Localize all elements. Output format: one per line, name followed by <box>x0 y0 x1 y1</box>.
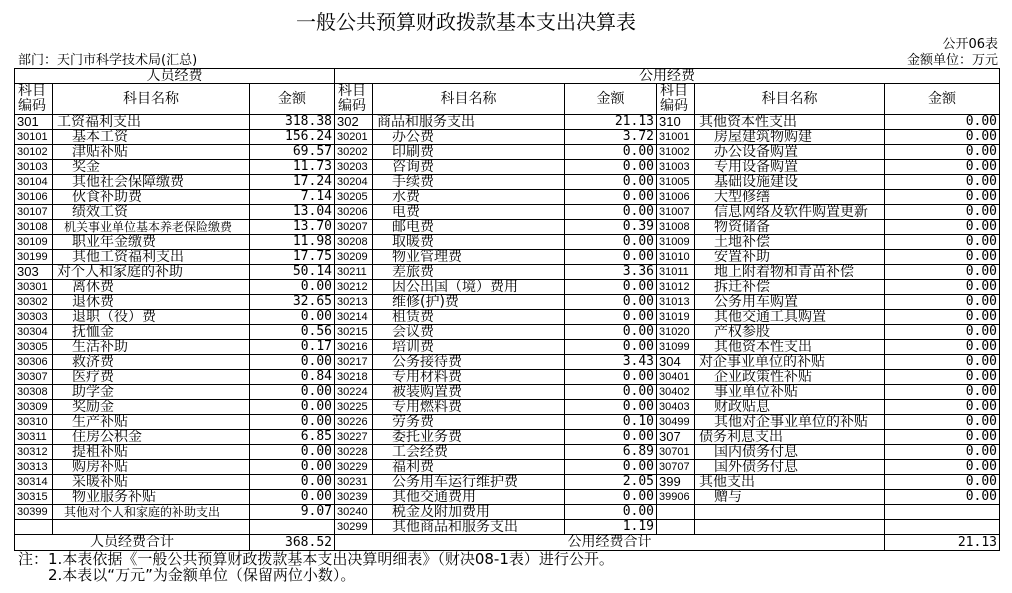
item-amount-cell: 0.00 <box>250 310 335 325</box>
item-amount-cell: 0.00 <box>565 235 657 250</box>
item-code-cell: 30215 <box>335 325 373 340</box>
item-code-cell: 30309 <box>15 400 53 415</box>
item-name-cell: 专用材料费 <box>373 370 565 385</box>
item-code-cell: 30203 <box>335 160 373 175</box>
empty-cell <box>250 520 335 535</box>
item-code-cell: 30211 <box>335 265 373 280</box>
item-name-cell: 提租补贴 <box>53 445 250 460</box>
amount-header: 金额 <box>250 84 335 115</box>
item-name-cell: 物资储备 <box>695 220 885 235</box>
item-code-cell: 30499 <box>657 415 695 430</box>
note-label: 注： <box>18 550 49 568</box>
name-header: 科目名称 <box>695 84 885 115</box>
item-amount-cell: 0.00 <box>565 175 657 190</box>
item-name-cell: 抚恤金 <box>53 325 250 340</box>
item-code-cell: 31099 <box>657 340 695 355</box>
item-code-cell: 30308 <box>15 385 53 400</box>
item-code-cell: 30206 <box>335 205 373 220</box>
item-name-cell: 赠与 <box>695 490 885 505</box>
item-code-cell: 30107 <box>15 205 53 220</box>
item-name-cell: 信息网络及软件购置更新 <box>695 205 885 220</box>
item-code-cell: 30217 <box>335 355 373 370</box>
item-code-cell: 30229 <box>335 460 373 475</box>
item-amount-cell: 0.10 <box>565 415 657 430</box>
item-name-cell: 其他交通工具购置 <box>695 310 885 325</box>
item-name-cell: 水费 <box>373 190 565 205</box>
item-amount-cell: 13.04 <box>250 205 335 220</box>
item-name-cell: 采暖补贴 <box>53 475 250 490</box>
item-code-cell: 30314 <box>15 475 53 490</box>
item-amount-cell: 0.00 <box>885 280 1000 295</box>
item-code-cell: 30302 <box>15 295 53 310</box>
item-amount-cell: 3.72 <box>565 130 657 145</box>
item-amount-cell: 3.36 <box>565 265 657 280</box>
item-name-cell: 委托业务费 <box>373 430 565 445</box>
item-amount-cell: 6.89 <box>565 445 657 460</box>
item-amount-cell: 0.00 <box>250 280 335 295</box>
name-header: 科目名称 <box>53 84 250 115</box>
category-amount-cell: 0.00 <box>885 430 1000 445</box>
item-amount-cell: 7.14 <box>250 190 335 205</box>
item-amount-cell: 0.00 <box>885 130 1000 145</box>
item-code-cell: 30109 <box>15 235 53 250</box>
item-amount-cell: 1.19 <box>565 520 657 535</box>
item-code-cell: 30312 <box>15 445 53 460</box>
item-name-cell: 产权参股 <box>695 325 885 340</box>
item-code-cell: 31013 <box>657 295 695 310</box>
item-code-cell: 30305 <box>15 340 53 355</box>
item-name-cell: 办公费 <box>373 130 565 145</box>
category-amount-cell: 0.00 <box>885 355 1000 370</box>
item-amount-cell: 0.00 <box>565 490 657 505</box>
item-amount-cell: 0.56 <box>250 325 335 340</box>
item-code-cell: 30310 <box>15 415 53 430</box>
item-name-cell: 办公设备购置 <box>695 145 885 160</box>
category-name-cell: 工资福利支出 <box>53 115 250 130</box>
item-amount-cell: 0.00 <box>565 460 657 475</box>
category-code-cell: 303 <box>15 265 53 280</box>
item-amount-cell: 32.65 <box>250 295 335 310</box>
item-name-cell: 公务用车购置 <box>695 295 885 310</box>
item-code-cell: 30202 <box>335 145 373 160</box>
item-name-cell: 安置补助 <box>695 250 885 265</box>
item-code-cell: 30225 <box>335 400 373 415</box>
category-amount-cell: 50.14 <box>250 265 335 280</box>
item-name-cell: 地上附着物和青苗补偿 <box>695 265 885 280</box>
item-amount-cell: 0.00 <box>885 190 1000 205</box>
item-amount-cell: 0.00 <box>565 400 657 415</box>
item-code-cell: 30104 <box>15 175 53 190</box>
item-name-cell: 住房公积金 <box>53 430 250 445</box>
item-name-cell: 财政贴息 <box>695 400 885 415</box>
amount-header: 金额 <box>885 84 1000 115</box>
public-total-amount: 21.13 <box>885 535 1000 551</box>
amount-header: 金额 <box>565 84 657 115</box>
item-amount-cell: 0.00 <box>885 340 1000 355</box>
note-text: 2.本表以“万元”为金额单位（保留两位小数）。 <box>48 566 356 584</box>
item-amount-cell: 17.75 <box>250 250 335 265</box>
item-amount-cell: 0.00 <box>885 400 1000 415</box>
item-amount-cell: 11.98 <box>250 235 335 250</box>
item-name-cell: 因公出国（境）费用 <box>373 280 565 295</box>
item-name-cell: 其他工资福利支出 <box>53 250 250 265</box>
item-amount-cell: 0.00 <box>885 325 1000 340</box>
item-amount-cell: 2.05 <box>565 475 657 490</box>
item-code-cell: 30103 <box>15 160 53 175</box>
item-name-cell: 维修(护)费 <box>373 295 565 310</box>
item-amount-cell: 0.00 <box>885 145 1000 160</box>
item-code-cell: 30212 <box>335 280 373 295</box>
item-name-cell: 专用燃料费 <box>373 400 565 415</box>
public-total-label: 公用经费合计 <box>335 535 885 551</box>
item-code-cell: 30701 <box>657 445 695 460</box>
item-name-cell: 拆迁补偿 <box>695 280 885 295</box>
item-code-cell: 30303 <box>15 310 53 325</box>
item-amount-cell: 0.00 <box>565 160 657 175</box>
item-code-cell: 31019 <box>657 310 695 325</box>
item-code-cell: 31011 <box>657 265 695 280</box>
item-name-cell: 税金及附加费用 <box>373 505 565 520</box>
item-name-cell: 奖励金 <box>53 400 250 415</box>
item-amount-cell: 0.39 <box>565 220 657 235</box>
item-amount-cell: 0.00 <box>565 280 657 295</box>
item-amount-cell: 0.00 <box>565 190 657 205</box>
item-name-cell: 购房补贴 <box>53 460 250 475</box>
item-code-cell: 30218 <box>335 370 373 385</box>
item-name-cell: 国内债务付息 <box>695 445 885 460</box>
category-name-cell: 商品和服务支出 <box>373 115 565 130</box>
item-amount-cell: 0.17 <box>250 340 335 355</box>
note-line-1 <box>18 552 614 567</box>
item-name-cell: 物业服务补贴 <box>53 490 250 505</box>
item-amount-cell: 0.00 <box>250 490 335 505</box>
item-name-cell: 机关事业单位基本养老保险缴费 <box>53 220 250 235</box>
item-code-cell: 30214 <box>335 310 373 325</box>
item-amount-cell: 0.00 <box>565 145 657 160</box>
item-code-cell: 30304 <box>15 325 53 340</box>
item-name-cell: 生活补助 <box>53 340 250 355</box>
item-amount-cell: 0.00 <box>565 295 657 310</box>
code-header: 科目编码 <box>657 84 695 115</box>
name-header: 科目名称 <box>373 84 565 115</box>
category-amount-cell: 318.38 <box>250 115 335 130</box>
item-code-cell: 31001 <box>657 130 695 145</box>
item-name-cell: 手续费 <box>373 175 565 190</box>
item-name-cell: 生产补贴 <box>53 415 250 430</box>
item-amount-cell: 0.00 <box>565 370 657 385</box>
item-name-cell: 基础设施建设 <box>695 175 885 190</box>
item-name-cell: 专用设备购置 <box>695 160 885 175</box>
item-code-cell: 30239 <box>335 490 373 505</box>
item-code-cell: 30213 <box>335 295 373 310</box>
item-amount-cell: 13.70 <box>250 220 335 235</box>
item-amount-cell: 17.24 <box>250 175 335 190</box>
item-code-cell: 30307 <box>15 370 53 385</box>
empty-cell <box>885 505 1000 520</box>
item-code-cell: 30306 <box>15 355 53 370</box>
item-name-cell: 绩效工资 <box>53 205 250 220</box>
item-name-cell: 其他对个人和家庭的补助支出 <box>53 505 250 520</box>
item-code-cell: 30216 <box>335 340 373 355</box>
item-amount-cell: 0.00 <box>885 370 1000 385</box>
item-code-cell: 31002 <box>657 145 695 160</box>
item-name-cell: 其他社会保障缴费 <box>53 175 250 190</box>
item-name-cell: 其他资本性支出 <box>695 340 885 355</box>
item-amount-cell: 0.00 <box>885 295 1000 310</box>
item-code-cell: 31012 <box>657 280 695 295</box>
item-name-cell: 会议费 <box>373 325 565 340</box>
item-name-cell: 培训费 <box>373 340 565 355</box>
code-header: 科目编码 <box>335 84 373 115</box>
item-amount-cell: 0.00 <box>885 490 1000 505</box>
category-name-cell: 其他支出 <box>695 475 885 490</box>
category-code-cell: 399 <box>657 475 695 490</box>
item-name-cell: 救济费 <box>53 355 250 370</box>
item-code-cell: 31005 <box>657 175 695 190</box>
item-amount-cell: 0.00 <box>885 175 1000 190</box>
item-name-cell: 房屋建筑物购建 <box>695 130 885 145</box>
item-amount-cell: 0.00 <box>565 385 657 400</box>
empty-cell <box>657 505 695 520</box>
item-amount-cell: 0.00 <box>885 205 1000 220</box>
form-number: 公开06表 <box>942 37 998 52</box>
item-amount-cell: 69.57 <box>250 145 335 160</box>
item-name-cell: 被装购置费 <box>373 385 565 400</box>
item-code-cell: 30401 <box>657 370 695 385</box>
item-code-cell: 31020 <box>657 325 695 340</box>
empty-cell <box>15 520 53 535</box>
amount-unit-label: 金额单位：万元 <box>906 53 998 68</box>
category-name-cell: 对企事业单位的补贴 <box>695 355 885 370</box>
item-amount-cell: 0.00 <box>250 460 335 475</box>
item-amount-cell: 0.00 <box>565 205 657 220</box>
category-code-cell: 301 <box>15 115 53 130</box>
item-code-cell: 30227 <box>335 430 373 445</box>
category-code-cell: 310 <box>657 115 695 130</box>
item-name-cell: 津贴补贴 <box>53 145 250 160</box>
item-name-cell: 取暖费 <box>373 235 565 250</box>
item-amount-cell: 6.85 <box>250 430 335 445</box>
item-code-cell: 30106 <box>15 190 53 205</box>
item-amount-cell: 0.00 <box>885 385 1000 400</box>
item-amount-cell: 0.00 <box>885 310 1000 325</box>
category-name-cell: 对个人和家庭的补助 <box>53 265 250 280</box>
item-name-cell: 其他交通费用 <box>373 490 565 505</box>
item-code-cell: 31006 <box>657 190 695 205</box>
item-name-cell: 退职（役）费 <box>53 310 250 325</box>
item-amount-cell: 3.43 <box>565 355 657 370</box>
item-amount-cell: 0.00 <box>885 460 1000 475</box>
item-code-cell: 30315 <box>15 490 53 505</box>
item-code-cell: 30204 <box>335 175 373 190</box>
item-name-cell: 离休费 <box>53 280 250 295</box>
item-code-cell: 30101 <box>15 130 53 145</box>
item-name-cell: 伙食补助费 <box>53 190 250 205</box>
empty-cell <box>53 520 250 535</box>
item-code-cell: 31007 <box>657 205 695 220</box>
item-code-cell: 30402 <box>657 385 695 400</box>
item-code-cell: 30226 <box>335 415 373 430</box>
item-code-cell: 30205 <box>335 190 373 205</box>
personnel-total-amount: 368.52 <box>250 535 335 551</box>
item-amount-cell: 0.00 <box>885 415 1000 430</box>
item-code-cell: 31010 <box>657 250 695 265</box>
item-name-cell: 退休费 <box>53 295 250 310</box>
item-amount-cell: 0.00 <box>250 415 335 430</box>
public-expense-header: 公用经费 <box>335 69 1000 84</box>
item-name-cell: 其他对企事业单位的补贴 <box>695 415 885 430</box>
item-code-cell: 39906 <box>657 490 695 505</box>
personnel-total-label: 人员经费合计 <box>15 535 250 551</box>
item-name-cell: 公务接待费 <box>373 355 565 370</box>
item-name-cell: 国外债务付息 <box>695 460 885 475</box>
item-name-cell: 职业年金缴费 <box>53 235 250 250</box>
item-code-cell: 30228 <box>335 445 373 460</box>
item-name-cell: 公务用车运行维护费 <box>373 475 565 490</box>
item-name-cell: 基本工资 <box>53 130 250 145</box>
item-name-cell: 事业单位补贴 <box>695 385 885 400</box>
item-code-cell: 31009 <box>657 235 695 250</box>
item-code-cell: 31008 <box>657 220 695 235</box>
item-amount-cell: 0.00 <box>885 250 1000 265</box>
item-name-cell: 福利费 <box>373 460 565 475</box>
item-amount-cell: 0.00 <box>250 445 335 460</box>
category-code-cell: 302 <box>335 115 373 130</box>
empty-cell <box>695 505 885 520</box>
item-code-cell: 30707 <box>657 460 695 475</box>
item-name-cell: 租赁费 <box>373 310 565 325</box>
item-name-cell: 咨询费 <box>373 160 565 175</box>
item-amount-cell: 9.07 <box>250 505 335 520</box>
category-amount-cell: 21.13 <box>565 115 657 130</box>
item-name-cell: 印刷费 <box>373 145 565 160</box>
item-code-cell: 30209 <box>335 250 373 265</box>
item-name-cell: 其他商品和服务支出 <box>373 520 565 535</box>
item-code-cell: 30311 <box>15 430 53 445</box>
item-name-cell: 助学金 <box>53 385 250 400</box>
item-amount-cell: 0.00 <box>885 265 1000 280</box>
item-code-cell: 30231 <box>335 475 373 490</box>
item-amount-cell: 0.00 <box>250 385 335 400</box>
item-code-cell: 30403 <box>657 400 695 415</box>
item-name-cell: 工会经费 <box>373 445 565 460</box>
item-amount-cell: 11.73 <box>250 160 335 175</box>
department-label: 部门：天门市科学技术局(汇总) <box>18 53 198 68</box>
item-amount-cell: 0.00 <box>885 160 1000 175</box>
note-text: 1.本表依据《一般公共预算财政拨款基本支出决算明细表》（财决08-1表）进行公开。 <box>48 550 614 568</box>
personnel-expense-header: 人员经费 <box>15 69 335 84</box>
category-name-cell: 债务利息支出 <box>695 430 885 445</box>
item-name-cell: 邮电费 <box>373 220 565 235</box>
item-amount-cell: 0.00 <box>250 400 335 415</box>
item-name-cell: 奖金 <box>53 160 250 175</box>
item-code-cell: 30207 <box>335 220 373 235</box>
item-amount-cell: 0.00 <box>565 430 657 445</box>
item-code-cell: 30313 <box>15 460 53 475</box>
category-code-cell: 307 <box>657 430 695 445</box>
item-name-cell: 医疗费 <box>53 370 250 385</box>
item-name-cell: 大型修缮 <box>695 190 885 205</box>
item-amount-cell: 0.00 <box>885 220 1000 235</box>
item-amount-cell: 0.00 <box>250 475 335 490</box>
category-amount-cell: 0.00 <box>885 475 1000 490</box>
item-name-cell: 土地补偿 <box>695 235 885 250</box>
category-code-cell: 304 <box>657 355 695 370</box>
item-amount-cell: 0.00 <box>885 445 1000 460</box>
item-amount-cell: 0.00 <box>565 340 657 355</box>
item-code-cell: 30102 <box>15 145 53 160</box>
category-name-cell: 其他资本性支出 <box>695 115 885 130</box>
item-amount-cell: 0.00 <box>885 235 1000 250</box>
item-amount-cell: 0.00 <box>565 250 657 265</box>
item-name-cell: 差旅费 <box>373 265 565 280</box>
note-line-2 <box>48 568 355 583</box>
item-amount-cell: 0.00 <box>565 505 657 520</box>
report-title: 一般公共预算财政拨款基本支出决算表 <box>296 10 636 34</box>
item-code-cell: 31003 <box>657 160 695 175</box>
item-code-cell: 30224 <box>335 385 373 400</box>
item-name-cell: 劳务费 <box>373 415 565 430</box>
item-amount-cell: 0.00 <box>565 325 657 340</box>
item-code-cell: 30240 <box>335 505 373 520</box>
expenditure-table <box>14 68 1000 551</box>
empty-cell <box>657 520 695 535</box>
item-name-cell: 电费 <box>373 205 565 220</box>
item-code-cell: 30299 <box>335 520 373 535</box>
item-code-cell: 30208 <box>335 235 373 250</box>
code-header: 科目编码 <box>15 84 53 115</box>
empty-cell <box>885 520 1000 535</box>
item-code-cell: 30399 <box>15 505 53 520</box>
item-code-cell: 30108 <box>15 220 53 235</box>
category-amount-cell: 0.00 <box>885 115 1000 130</box>
item-name-cell: 企业政策性补贴 <box>695 370 885 385</box>
item-name-cell: 物业管理费 <box>373 250 565 265</box>
item-code-cell: 30199 <box>15 250 53 265</box>
item-code-cell: 30301 <box>15 280 53 295</box>
item-amount-cell: 0.00 <box>565 310 657 325</box>
item-code-cell: 30201 <box>335 130 373 145</box>
item-amount-cell: 0.00 <box>250 355 335 370</box>
item-amount-cell: 156.24 <box>250 130 335 145</box>
empty-cell <box>695 520 885 535</box>
item-amount-cell: 0.84 <box>250 370 335 385</box>
